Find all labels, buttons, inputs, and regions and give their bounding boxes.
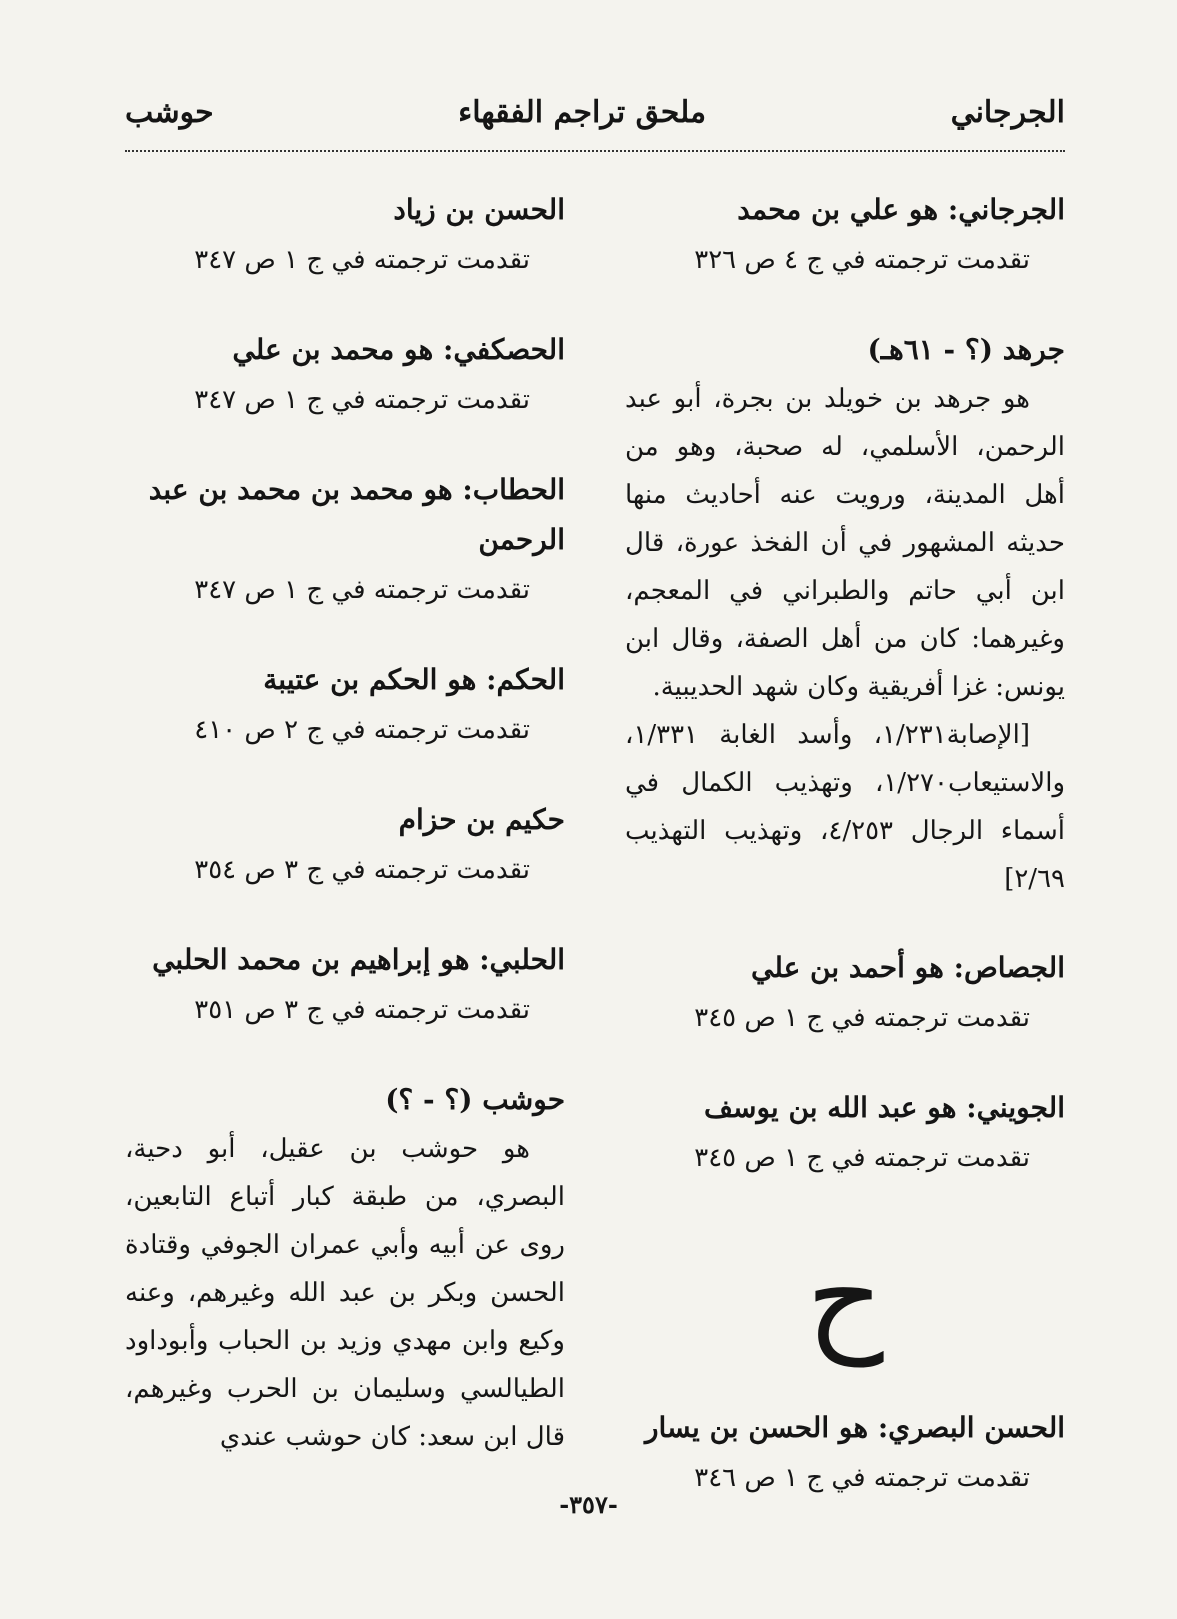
entry-hasan-basri bbox=[625, 1403, 1065, 1503]
section-letter: ح bbox=[806, 1228, 884, 1367]
header-left: حوشب bbox=[125, 94, 214, 130]
entry-reference: تقدمت ترجمته في ج ١ ص ٣٤٧ bbox=[194, 385, 530, 415]
entry-hawshab bbox=[125, 1075, 565, 1461]
header-center: ملحق تراجم الفقهاء bbox=[458, 94, 707, 130]
entry-reference: تقدمت ترجمته في ج ٣ ص ٣٥٤ bbox=[194, 855, 530, 885]
entry-sources: [الإصابة١/٢٣١، وأسد الغابة ١/٣٣١، والاستيعاب١/٢٧٠، وتهذيب الكمال في أسماء الرجال ٤/٢٥٣، وتهذيب التهذيب ٢/٦٩] bbox=[625, 720, 1065, 894]
entry-reference: تقدمت ترجمته في ج ١ ص ٣٤٧ bbox=[194, 245, 530, 275]
entry-juwayni bbox=[625, 1083, 1065, 1183]
entry-halabi bbox=[125, 935, 565, 1035]
entry-reference: تقدمت ترجمته في ج ١ ص ٣٤٥ bbox=[694, 1143, 1030, 1173]
entry-title: الحطاب: هو محمد بن محمد بن عبد الرحمن bbox=[148, 473, 565, 556]
left-column bbox=[125, 185, 565, 1501]
entry-title: الحسن البصري: هو الحسن بن يسار bbox=[645, 1411, 1065, 1444]
entry-hakim bbox=[125, 795, 565, 895]
entry-reference: تقدمت ترجمته في ج ٢ ص ٤١٠ bbox=[194, 715, 530, 745]
entry-hattab bbox=[125, 465, 565, 615]
entry-reference: تقدمت ترجمته في ج ١ ص ٣٤٧ bbox=[194, 575, 530, 605]
entry-title: الحسن بن زياد bbox=[393, 193, 565, 226]
entry-reference: تقدمت ترجمته في ج ٤ ص ٣٢٦ bbox=[694, 245, 1030, 275]
entry-haskafi bbox=[125, 325, 565, 425]
entry-jassas bbox=[625, 943, 1065, 1043]
entry-title: الحصكفي: هو محمد بن علي bbox=[232, 333, 565, 366]
entry-jurjani bbox=[625, 185, 1065, 285]
header-dotted-rule bbox=[125, 150, 1065, 152]
page-number: -٣٥٧- bbox=[559, 1490, 618, 1519]
entry-title: الحلبي: هو إبراهيم بن محمد الحلبي bbox=[152, 943, 565, 976]
entry-title: الجويني: هو عبد الله بن يوسف bbox=[704, 1091, 1065, 1124]
header-right: الجرجاني bbox=[950, 94, 1065, 130]
entry-jarhad bbox=[625, 325, 1065, 903]
entry-hakam bbox=[125, 655, 565, 755]
entry-body: هو حوشب بن عقيل، أبو دحية، البصري، من طبقة كبار أتباع التابعين، روى عن أبيه وأبي عمران الجوفي وقتادة الحسن وبكر بن عبد الله وغيرهم، وعنه وكيع وابن مهدي وزيد بن الحباب وأبوداود الطيالسي وسليمان بن الحرب وغيرهم، قال ابن سعد: كان حوشب عندي bbox=[125, 1134, 565, 1452]
entry-title: الجرجاني: هو علي بن محمد bbox=[737, 193, 1065, 226]
right-column bbox=[625, 185, 1065, 1543]
entry-body: هو جرهد بن خويلد بن بجرة، أبو عبد الرحمن، الأسلمي، له صحبة، وهو من أهل المدينة، ورويت عنه أحاديث منها حديثه المشهور في أن الفخذ عورة، قال ابن أبي حاتم والطبراني في المعجم، وغيرهما: كان من أهل الصفة، وقال ابن يونس: غزا أفريقية وكان شهد الحديبية. bbox=[625, 384, 1065, 702]
entry-reference: تقدمت ترجمته في ج ٣ ص ٣٥١ bbox=[194, 995, 530, 1025]
entry-reference: تقدمت ترجمته في ج ١ ص ٣٤٦ bbox=[694, 1463, 1030, 1493]
entry-reference: تقدمت ترجمته في ج ١ ص ٣٤٥ bbox=[694, 1003, 1030, 1033]
entry-title: حوشب (؟ - ؟) bbox=[385, 1083, 565, 1116]
entry-title: حكيم بن حزام bbox=[398, 803, 565, 836]
running-header bbox=[125, 82, 1065, 142]
entry-hasan-ziyad bbox=[125, 185, 565, 285]
entry-title: الحكم: هو الحكم بن عتيبة bbox=[263, 663, 565, 696]
entry-title: الجصاص: هو أحمد بن علي bbox=[750, 951, 1065, 984]
entry-title: جرهد (؟ - ٦١هـ) bbox=[867, 333, 1065, 366]
